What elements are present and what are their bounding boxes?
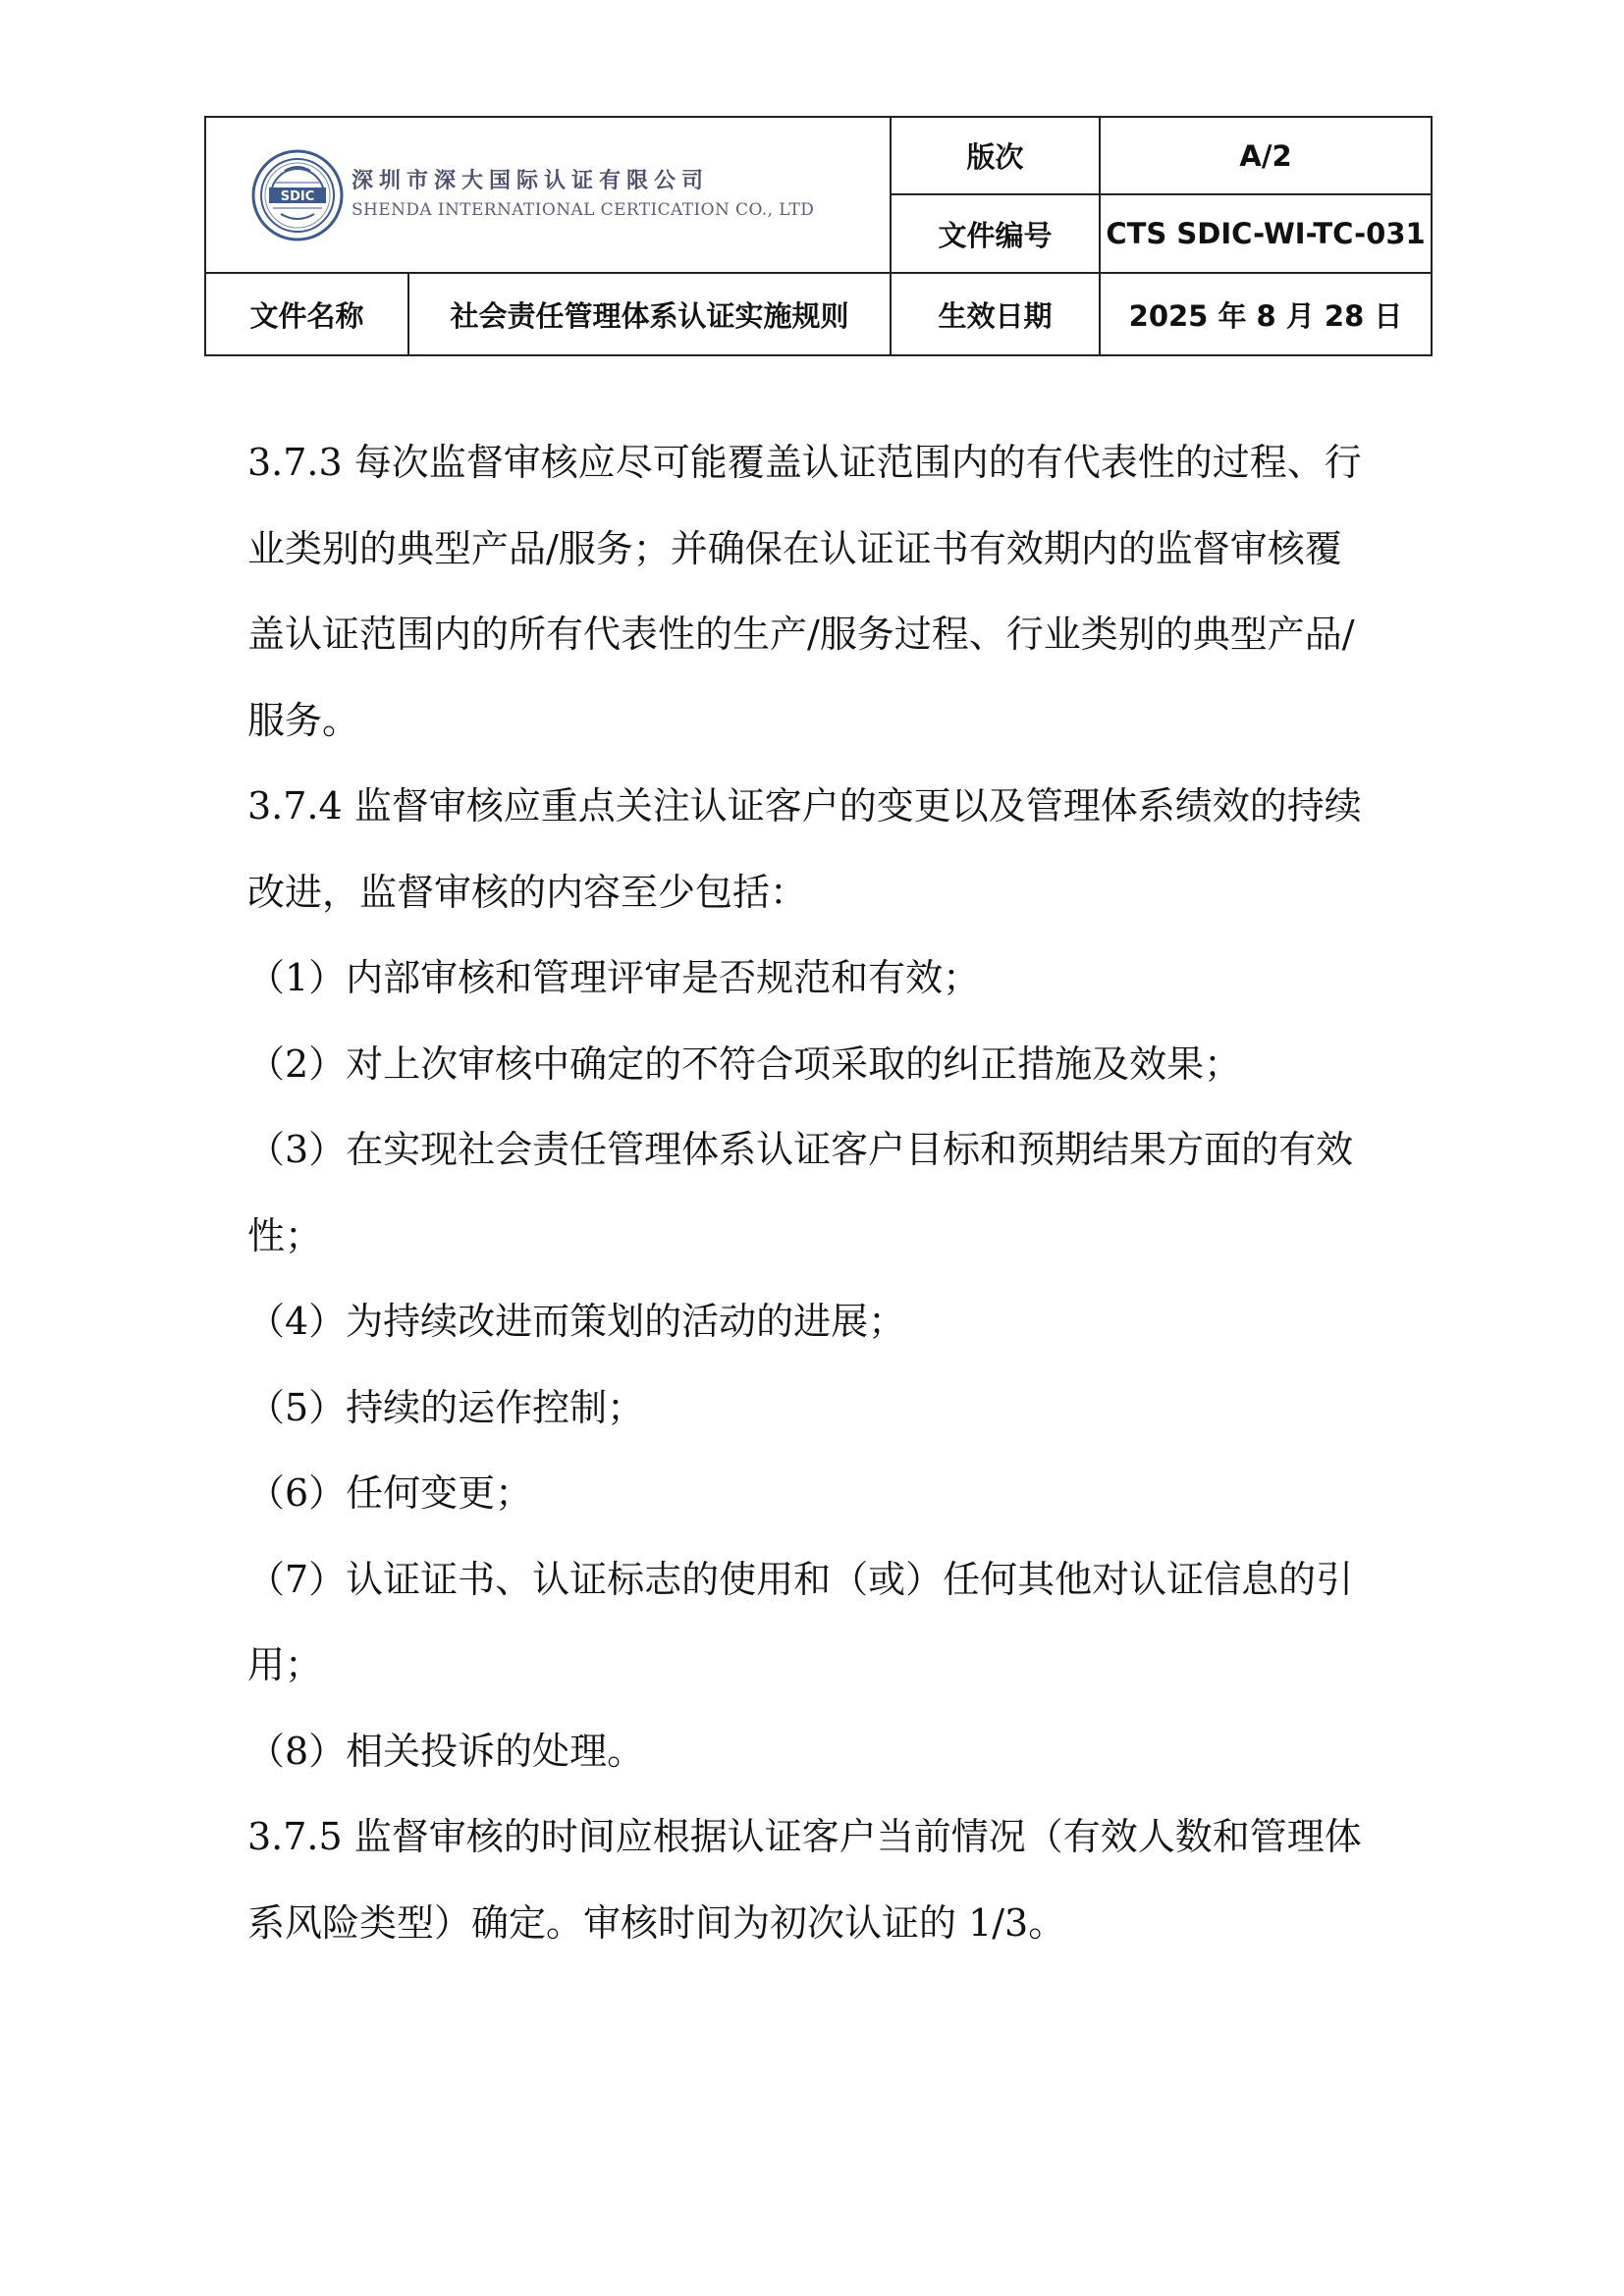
company-logo-cell	[205, 117, 891, 273]
document-header-table	[204, 116, 1433, 356]
body-line: （1）内部审核和管理评审是否规范和有效；	[247, 956, 981, 999]
body-line: （6）任何变更；	[247, 1471, 533, 1515]
body-line: （3）在实现社会责任管理体系认证客户目标和预期结果方面的有效	[247, 1128, 1354, 1171]
body-line: 服务。	[247, 698, 360, 742]
version-label: 版次	[891, 117, 1100, 194]
body-line: 3.7.3 每次监督审核应尽可能覆盖认证范围内的有代表性的过程、行	[247, 441, 1362, 484]
doc-number-value: CTS SDIC-WI-TC-031	[1100, 194, 1432, 273]
body-line: 性；	[247, 1213, 323, 1257]
body-line: （5）持续的运作控制；	[247, 1385, 645, 1429]
company-name-cn: 深圳市深大国际认证有限公司	[352, 169, 710, 193]
doc-name-value: 社会责任管理体系认证实施规则	[408, 273, 891, 355]
effective-date-value: 2025 年 8 月 28 日	[1100, 273, 1432, 355]
body-line: 改进，监督审核的内容至少包括：	[247, 870, 808, 914]
company-name-en: SHENDA INTERNATIONAL CERTICATION CO., LTD	[352, 200, 815, 220]
company-seal-icon	[251, 149, 344, 241]
body-line: 业类别的典型产品/服务；并确保在认证证书有效期内的监督审核覆	[247, 526, 1342, 570]
body-line: 系风险类型）确定。审核时间为初次认证的 1/3。	[247, 1900, 1066, 1945]
body-line: 用；	[247, 1643, 323, 1686]
body-line: （8）相关投诉的处理。	[247, 1729, 645, 1773]
body-line: （4）为持续改进而策划的活动的进展；	[247, 1300, 906, 1343]
logo-abbrev: SDIC	[280, 188, 315, 204]
body-line: （7）认证证书、认证标志的使用和（或）任何其他对认证信息的引	[247, 1557, 1354, 1601]
company-logo	[206, 149, 890, 241]
effective-date-label: 生效日期	[891, 273, 1100, 355]
body-line: 盖认证范围内的所有代表性的生产/服务过程、行业类别的典型产品/	[247, 613, 1355, 656]
document-body	[247, 420, 1386, 1966]
body-line: 3.7.4 监督审核应重点关注认证客户的变更以及管理体系绩效的持续	[247, 784, 1362, 828]
body-line: （2）对上次审核中确定的不符合项采取的纠正措施及效果；	[247, 1041, 1242, 1086]
version-value: A/2	[1100, 117, 1432, 194]
doc-name-label: 文件名称	[205, 273, 408, 355]
body-line: 3.7.5 监督审核的时间应根据认证客户当前情况（有效人数和管理体	[247, 1815, 1362, 1858]
doc-number-label: 文件编号	[891, 194, 1100, 273]
